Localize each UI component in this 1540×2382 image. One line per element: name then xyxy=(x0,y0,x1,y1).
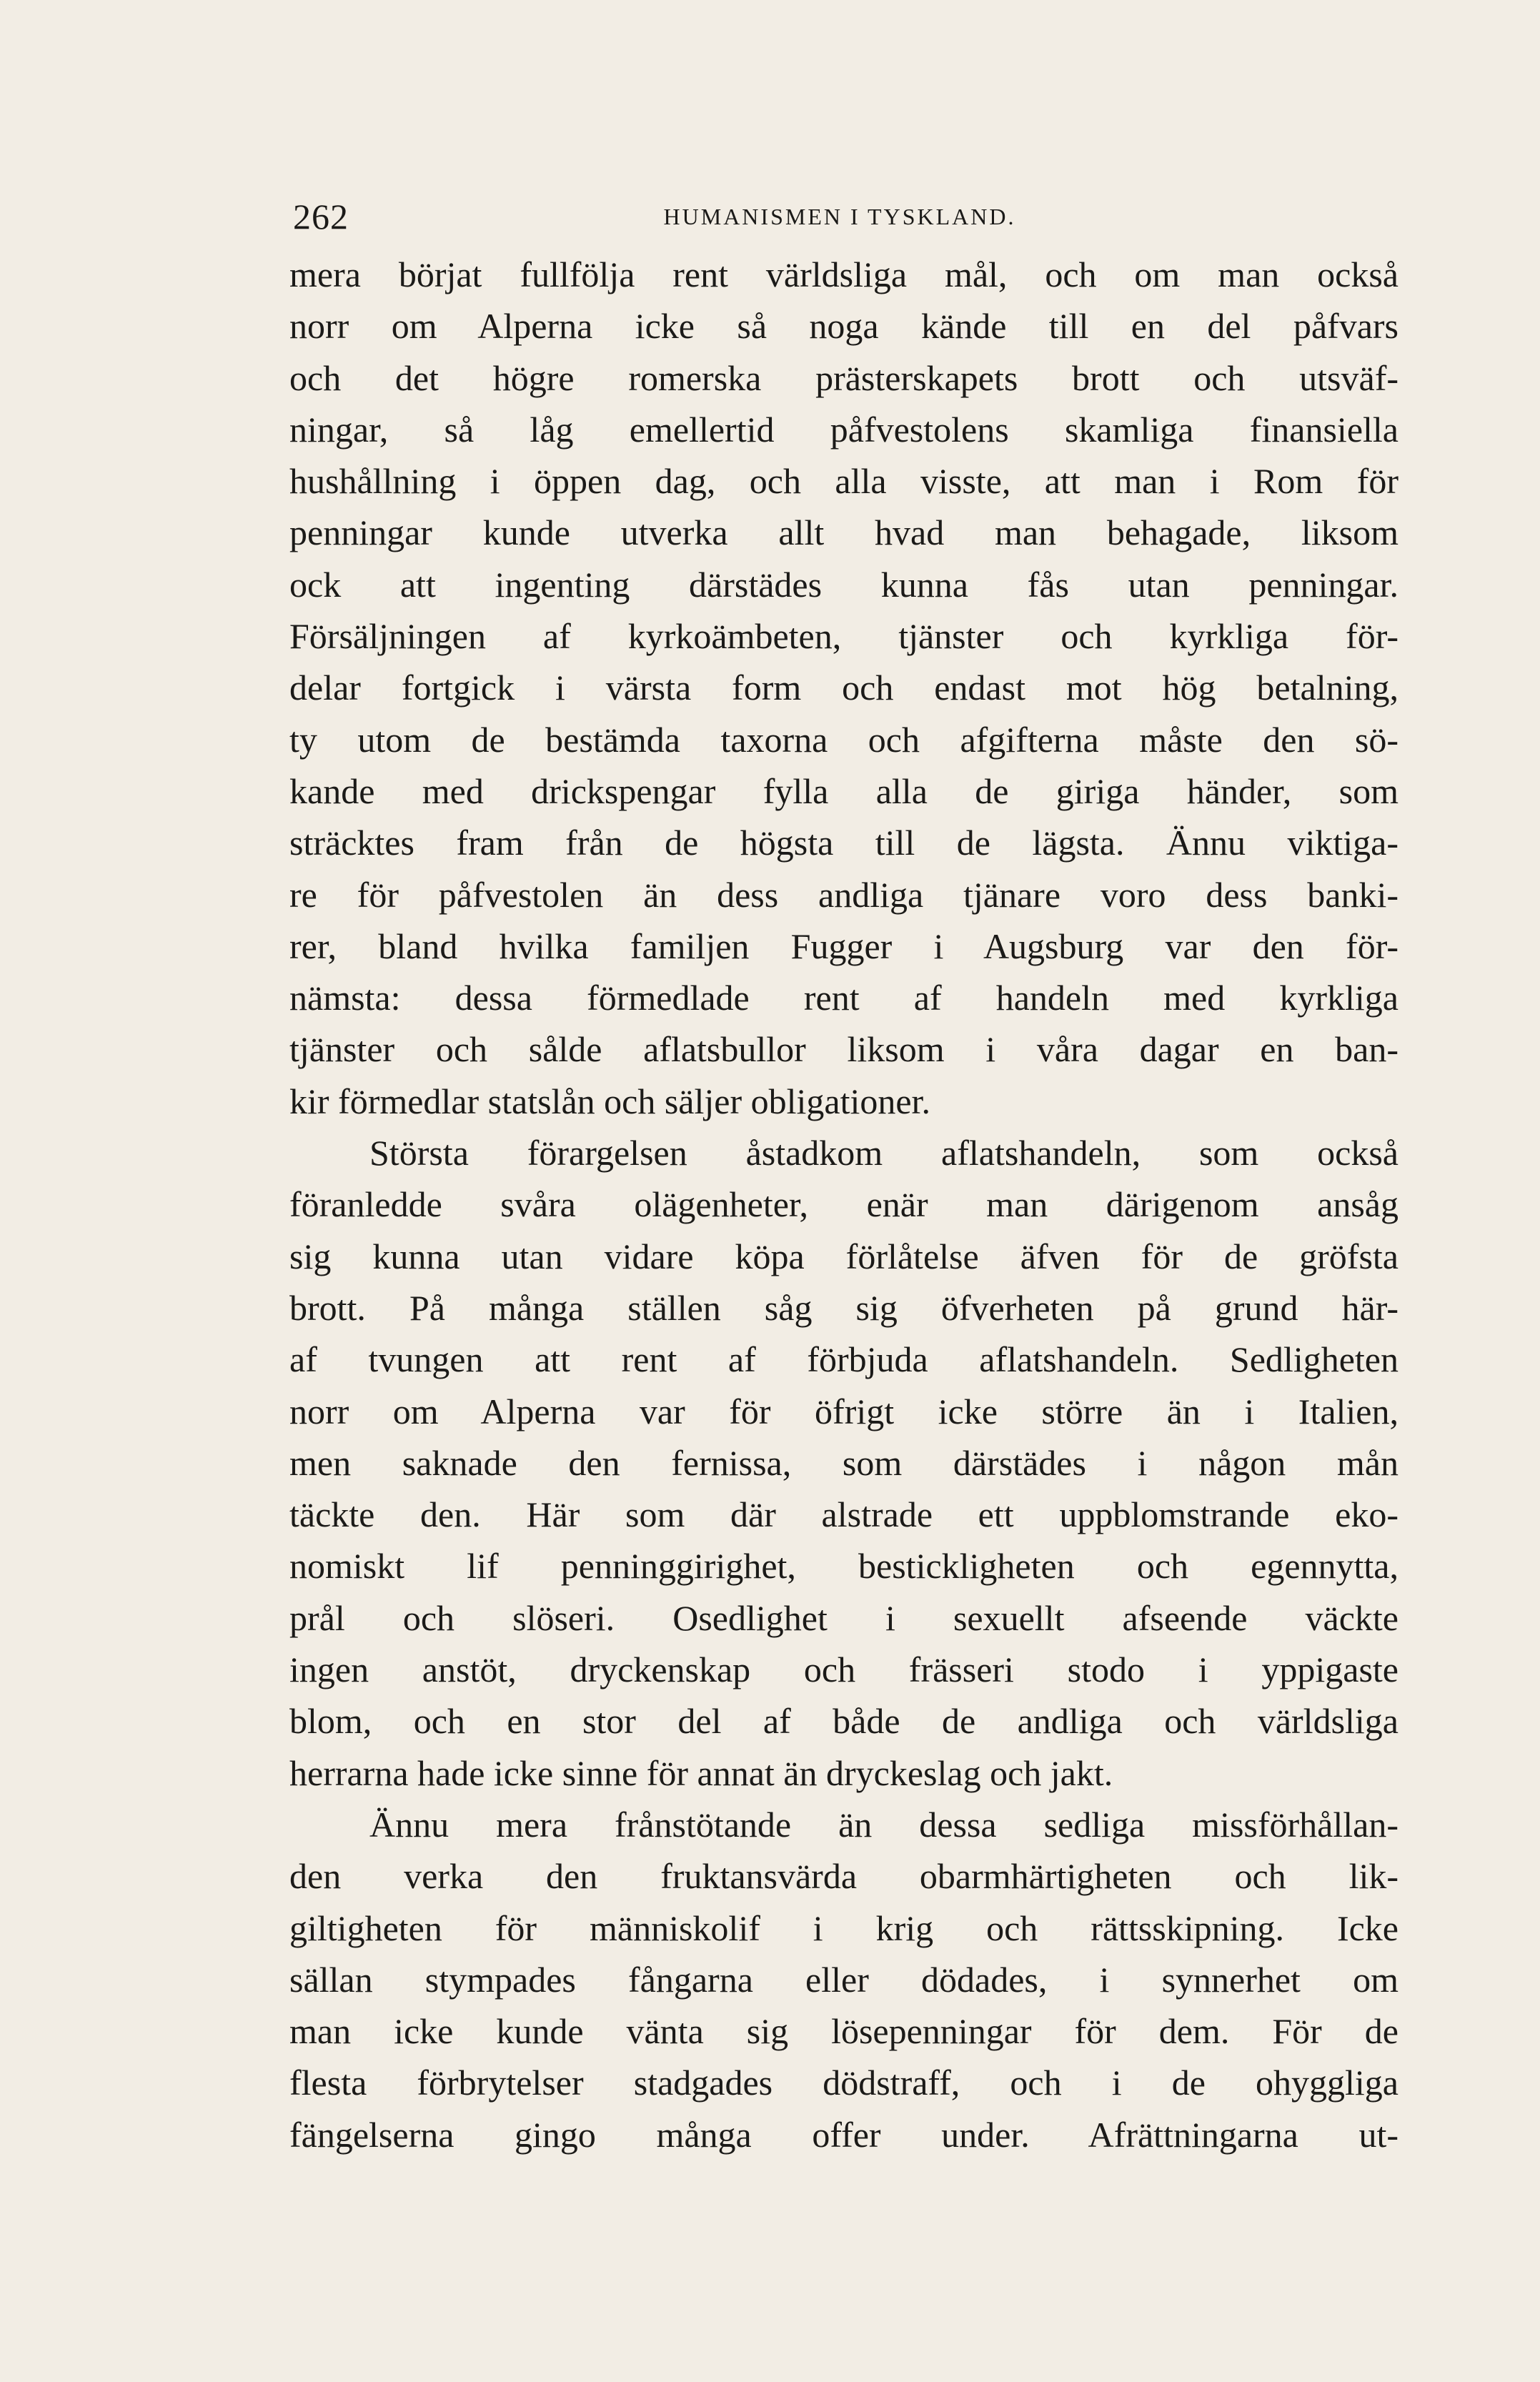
text-line: täckte den. Här som där alstrade ett uppblomstrande eko- xyxy=(289,1494,1399,1535)
text-line: Största förargelsen åstadkom aflatshandeln, som också xyxy=(369,1133,1399,1173)
text-line: kir förmedlar statslån och säljer obligationer. xyxy=(289,1081,930,1121)
text-line: sällan stympades fångarna eller dödades, i synnerhet om xyxy=(289,1959,1399,2000)
body-text xyxy=(289,249,1399,2160)
text-line: af tvungen att rent af förbjuda aflatshandeln. Sedligheten xyxy=(289,1339,1399,1380)
text-line: norr om Alperna icke så noga kände till en del påfvars xyxy=(289,306,1399,347)
text-line: ock att ingenting därstädes kunna fås utan penningar. xyxy=(289,564,1399,605)
text-line: norr om Alperna var för öfrigt icke större än i Italien, xyxy=(289,1391,1399,1431)
page-number: 262 xyxy=(293,197,349,237)
text-line: re för påfvestolen än dess andliga tjänare voro dess banki- xyxy=(289,874,1399,915)
text-line: sträcktes fram från de högsta till de lägsta. Ännu viktiga- xyxy=(289,823,1399,863)
text-line: delar fortgick i värsta form och endast mot hög betalning, xyxy=(289,668,1399,708)
text-line: ningar, så låg emellertid påfvestolens skamliga finansiella xyxy=(289,409,1399,450)
text-line: men saknade den fernissa, som därstädes i någon mån xyxy=(289,1442,1399,1483)
text-line: och det högre romerska prästerskapets brott och utsväf- xyxy=(289,357,1399,398)
text-line: den verka den fruktansvärda obarmhärtigheten och lik- xyxy=(289,1856,1399,1897)
text-line: tjänster och sålde aflatsbullor liksom i våra dagar en ban- xyxy=(289,1029,1399,1070)
text-line: herrarna hade icke sinne för annat än dryckeslag och jakt. xyxy=(289,1752,1113,1793)
text-line: flesta förbrytelser stadgades dödstraff, och i de ohyggliga xyxy=(289,2063,1399,2103)
text-line: giltigheten för människolif i krig och rättsskipning. Icke xyxy=(289,1907,1399,1948)
text-line: Ännu mera frånstötande än dessa sedliga missförhållan- xyxy=(369,1804,1399,1845)
text-line: nämsta: dessa förmedlade rent af handeln med kyrkliga xyxy=(289,978,1399,1018)
text-line: föranledde svåra olägenheter, enär man därigenom ansåg xyxy=(289,1184,1399,1225)
text-line: blom, och en stor del af både de andliga och världsliga xyxy=(289,1701,1399,1742)
text-line: brott. På många ställen såg sig öfverheten på grund här- xyxy=(289,1287,1399,1328)
text-line: hushållning i öppen dag, och alla visste, att man i Rom för xyxy=(289,461,1399,502)
text-line: nomiskt lif penninggirighet, bestickligheten och egennytta, xyxy=(289,1546,1399,1587)
text-line: fängelserna gingo många offer under. Afrättningarna ut- xyxy=(289,2114,1399,2155)
text-line: ty utom de bestämda taxorna och afgifterna måste den sö- xyxy=(289,719,1399,760)
text-line: kande med drickspengar fylla alla de giriga händer, som xyxy=(289,770,1399,811)
text-line: ingen anstöt, dryckenskap och frässeri stodo i yppigaste xyxy=(289,1649,1399,1690)
text-line: mera börjat fullfölja rent världsliga mål, och om man också xyxy=(289,254,1399,294)
text-line: rer, bland hvilka familjen Fugger i Augsburg var den för- xyxy=(289,925,1399,966)
text-line: sig kunna utan vidare köpa förlåtelse äfven för de gröfsta xyxy=(289,1236,1399,1276)
page-header xyxy=(293,192,1386,242)
text-line: penningar kunde utverka allt hvad man behagade, liksom xyxy=(289,512,1399,553)
text-line: man icke kunde vänta sig lösepenningar för dem. För de xyxy=(289,2011,1399,2052)
running-title: HUMANISMEN I TYSKLAND. xyxy=(663,204,1016,229)
text-line: Försäljningen af kyrkoämbeten, tjänster och kyrkliga för- xyxy=(289,616,1399,657)
text-line: prål och slöseri. Osedlighet i sexuellt afseende väckte xyxy=(289,1597,1399,1638)
